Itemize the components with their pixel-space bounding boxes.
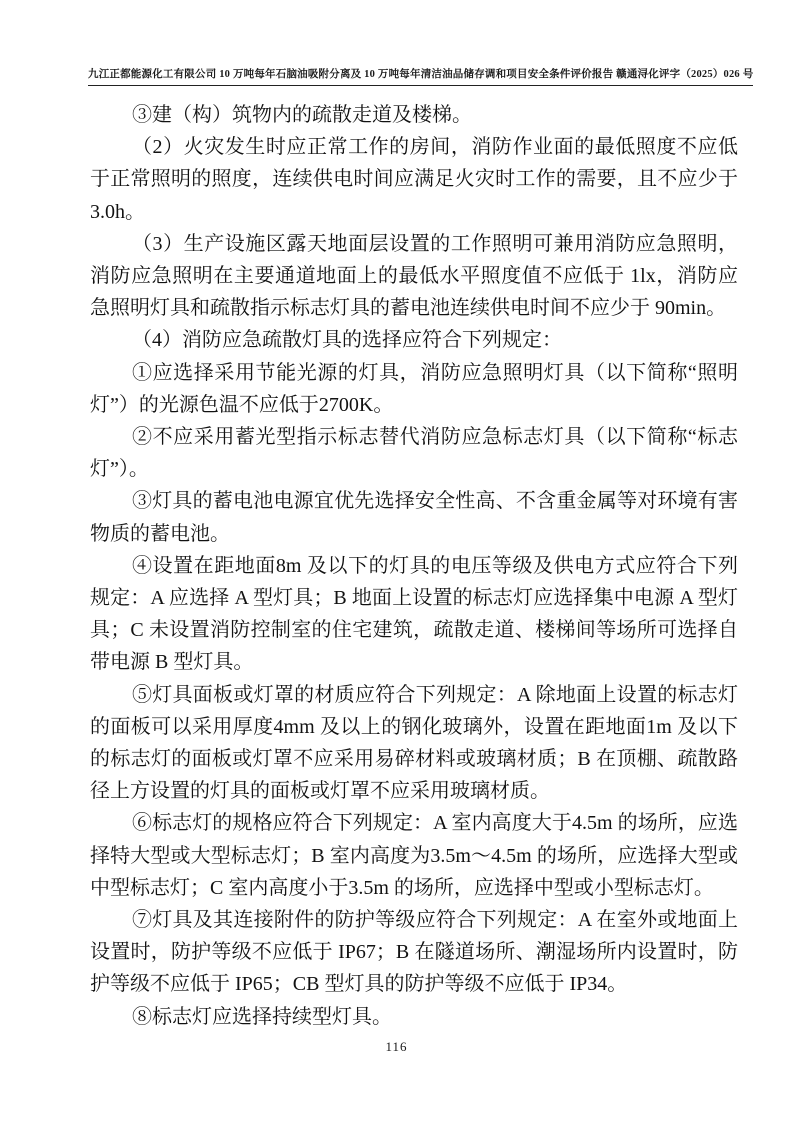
- page-header: [88, 64, 754, 86]
- body-paragraph: （2）火灾发生时应正常工作的房间，消防作业面的最低照度不应低于正常照明的照度，连续供电时间应满足火灾时工作的需要，且不应少于 3.0h。: [90, 136, 738, 223]
- body-paragraph: （3）生产设施区露天地面层设置的工作照明可兼用消防应急照明，消防应急照明在主要通道地面上的最低水平照度值不应低于 1lx，消防应急照明灯具和疏散指示标志灯具的蓄电池连续供电时间不应少于 90min。: [90, 232, 738, 320]
- body-paragraph: ③建（构）筑物内的疏散走道及楼梯。: [132, 104, 472, 126]
- body-paragraph: ④设置在距地面8m 及以下的灯具的电压等级及供电方式应符合下列规定：A 应选择 A 型灯具；B 地面上设置的标志灯应选择集中电源 A 型灯具；C 未设置消防控制室的住宅建筑，疏散走道、楼梯间等场所可选择自带电源 B 型灯具。: [90, 554, 738, 674]
- report-title-header: 九江正都能源化工有限公司 10 万吨每年石脑油吸附分离及 10 万吨每年清洁油品储存调和项目安全条件评价报告 赣通浔化评字（2025）026 号: [88, 66, 753, 86]
- body-paragraph: ⑤灯具面板或灯罩的材质应符合下列规定：A 除地面上设置的标志灯的面板可以采用厚度4mm 及以上的钢化玻璃外，设置在距地面1m 及以下的标志灯的面板或灯罩不应采用易碎材料或玻璃材质；B 在顶棚、疏散路径上方设置的灯具的面板或灯罩不应采用玻璃材质。: [90, 683, 738, 803]
- body-paragraph: ⑥标志灯的规格应符合下列规定：A 室内高度大于4.5m 的场所，应选择特大型或大型标志灯；B 室内高度为3.5m～4.5m 的场所，应选择大型或中型标志灯；C 室内高度小于3.5m 的场所，应选择中型或小型标志灯。: [90, 812, 738, 899]
- body-paragraph: ⑧标志灯应选择持续型灯具。: [132, 1005, 392, 1028]
- body-paragraph: ①应选择采用节能光源的灯具，消防应急照明灯具（以下简称“照明灯”）的光源色温不应低于2700K。: [90, 361, 738, 416]
- page-number: 116: [385, 1039, 408, 1054]
- body-paragraph: （4）消防应急疏散灯具的选择应符合下列规定：: [132, 329, 562, 352]
- body-paragraph: ⑦灯具及其连接附件的防护等级应符合下列规定：A 在室外或地面上设置时，防护等级不应低于 IP67；B 在隧道场所、潮湿场所内设置时，防护等级不应低于 IP65；CB 型灯具的防护等级不应低于 IP34。: [90, 909, 738, 996]
- body-paragraph: ②不应采用蓄光型指示标志替代消防应急标志灯具（以下简称“标志灯”）。: [90, 426, 738, 481]
- body-paragraph: ③灯具的蓄电池电源宜优先选择安全性高、不含重金属等对环境有害物质的蓄电池。: [90, 490, 738, 545]
- page-footer: [0, 1038, 793, 1056]
- document-body: [90, 99, 738, 1033]
